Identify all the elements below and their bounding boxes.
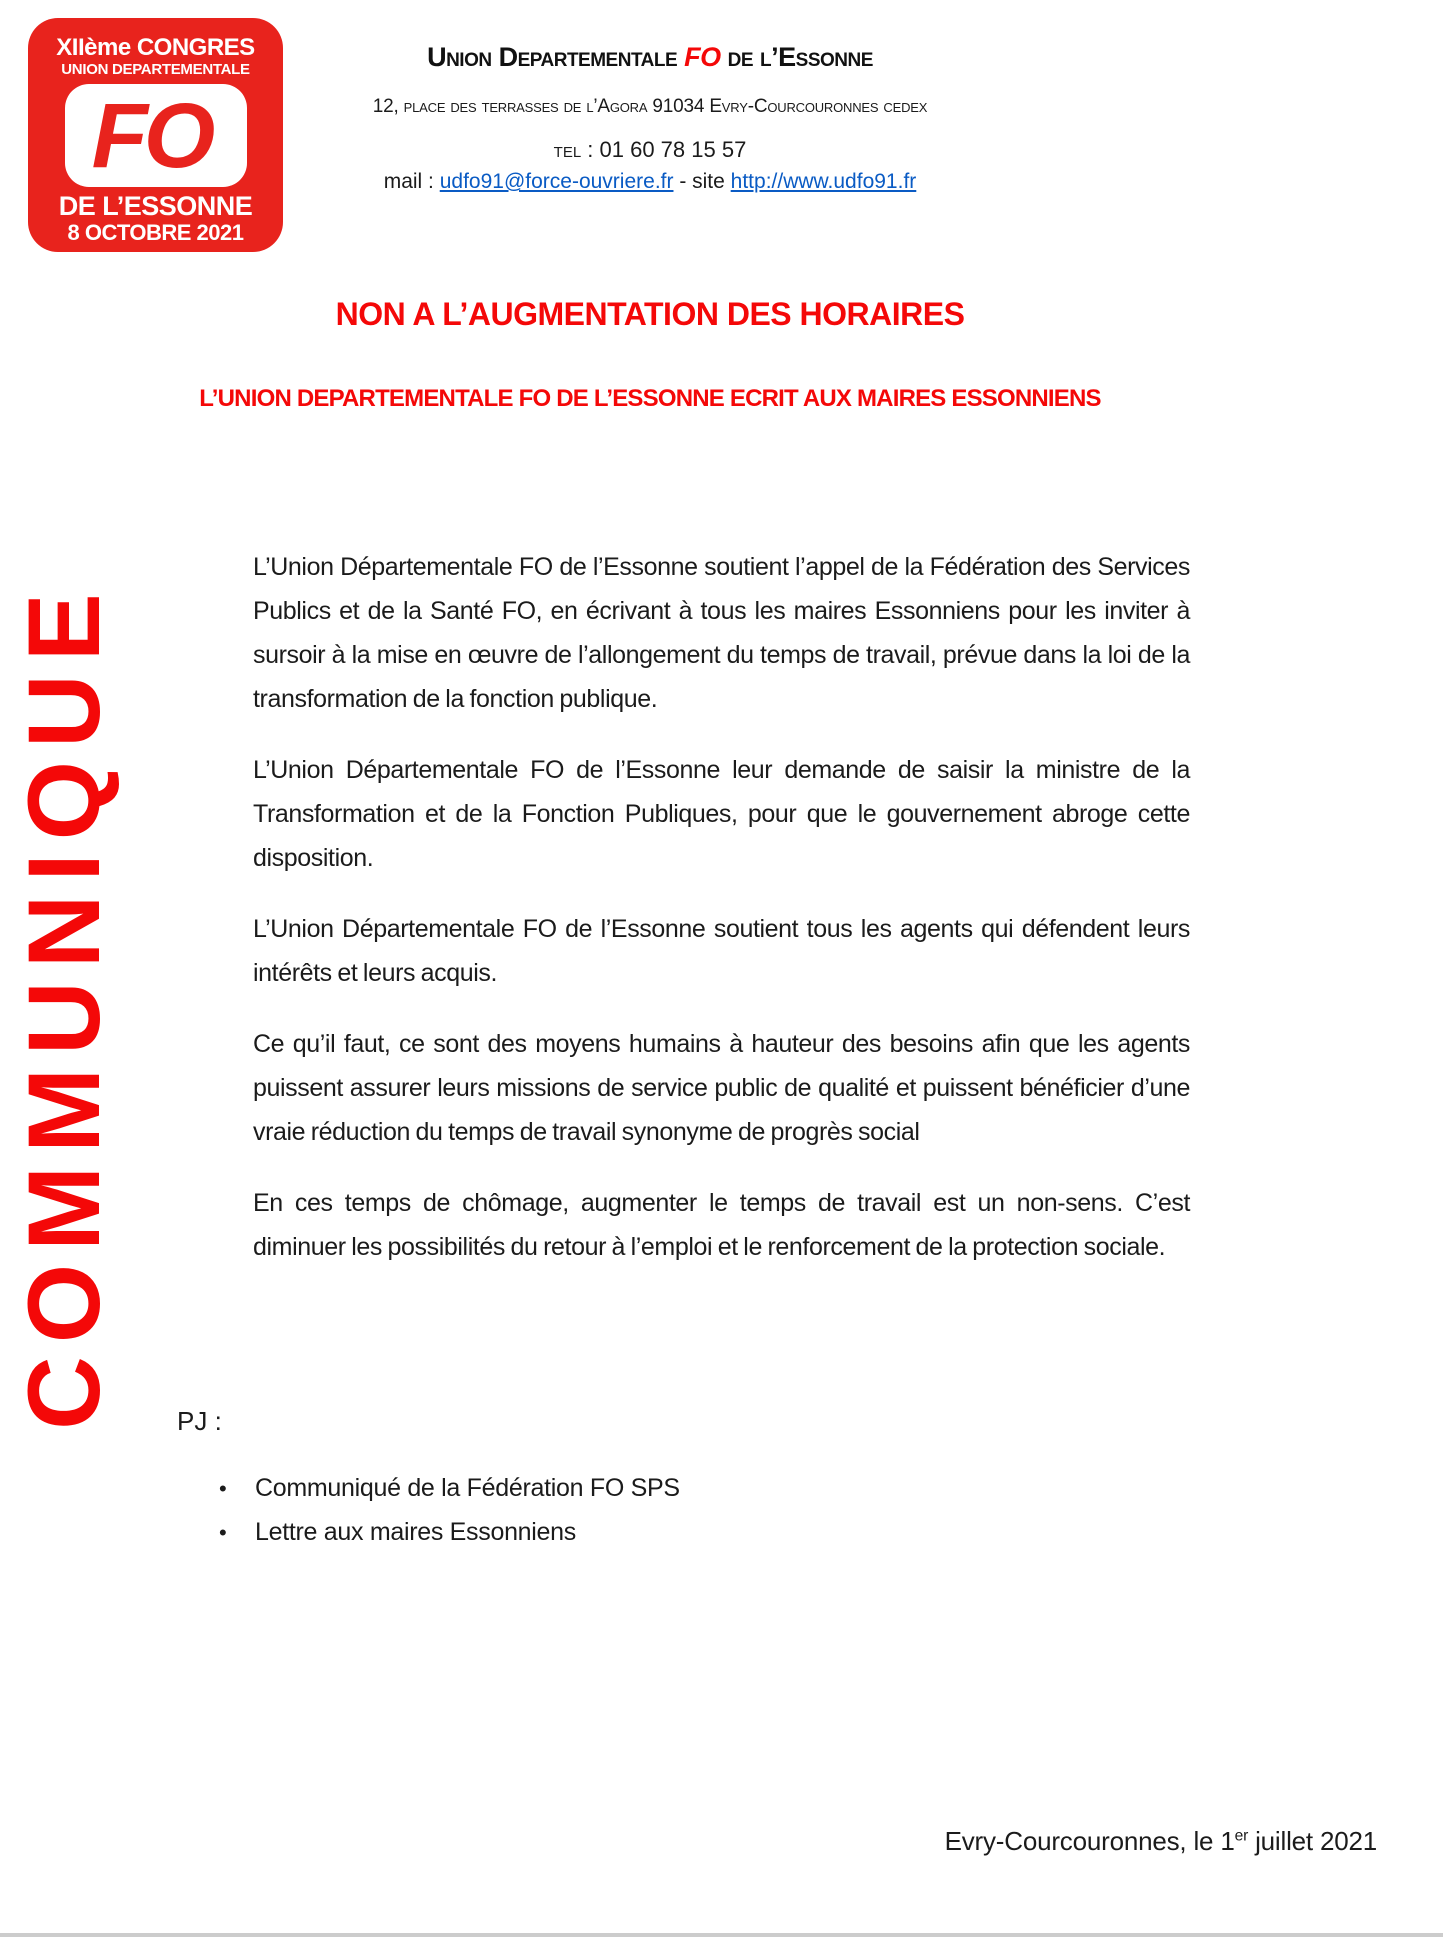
place-date-post: juillet 2021 <box>1248 1826 1377 1856</box>
paragraph: En ces temps de chômage, augmenter le temps de travail est un non-sens. C’est diminuer les possibilités du retour à l’emploi et le renforcement de la protection sociale. <box>253 1189 1190 1261</box>
place-date <box>945 1826 1377 1857</box>
communique-vertical-label: COMMUNIQUE <box>7 580 121 1430</box>
paragraph: L’Union Départementale FO de l’Essonne soutient tous les agents qui défendent leurs intérêts et leurs acquis. <box>253 915 1190 987</box>
org-contact-line <box>60 170 1240 194</box>
email-link[interactable]: udfo91@force-ouvriere.fr <box>439 170 674 193</box>
attachments-label: PJ : <box>177 1406 222 1436</box>
place-date-pre: Evry-Courcouronnes, le 1 <box>944 1826 1235 1856</box>
list-item <box>219 1514 680 1558</box>
website-link[interactable]: http://www.udfo91.fr <box>730 170 917 193</box>
paragraph: L’Union Départementale FO de l’Essonne leur demande de saisir la ministre de la Transformation et de la Fonction Publiques, pour que le gouvernement abroge cette disposition. <box>253 756 1190 872</box>
attachments-list <box>219 1470 680 1558</box>
site-separator: - site <box>673 170 731 193</box>
date-ordinal-sup: er <box>1234 1827 1249 1845</box>
org-tel: tel : 01 60 78 15 57 <box>553 137 747 162</box>
paragraph: L’Union Départementale FO de l’Essonne soutient l’appel de la Fédération des Services Publics et de la Santé FO, en écrivant à tous les maires Essonniens pour les inviter à sursoir à la mise en œuvre de l’allongement du temps de travail, prévue dans la loi de la transformation de la fonction publique. <box>253 553 1190 713</box>
bullet-icon: • <box>219 1520 227 1545</box>
org-title-pre: Union Departementale <box>427 42 685 72</box>
mail-label: mail : <box>383 170 440 193</box>
org-title-post: de l’Essonne <box>720 42 873 72</box>
body-text <box>253 545 1190 1296</box>
list-item <box>219 1470 680 1514</box>
page-bottom-edge <box>0 1933 1443 1937</box>
logo-congress-text: XIIème CONGRES <box>56 34 255 61</box>
attachment-name: Communiqué de la Fédération FO SPS <box>255 1474 680 1502</box>
sub-heading: L’UNION DEPARTEMENTALE FO DE L’ESSONNE ECRIT AUX MAIRES ESSONNIENS <box>199 385 1101 412</box>
main-heading: NON A L’AUGMENTATION DES HORAIRES <box>335 296 965 332</box>
attachment-name: Lettre aux maires Essonniens <box>255 1518 576 1546</box>
logo-region-text: DE L’ESSONNE <box>58 191 253 221</box>
fo-emblem-text: FO <box>91 84 212 187</box>
bullet-icon: • <box>219 1476 227 1501</box>
logo-org-text: UNION DEPARTEMENTALE <box>61 61 250 78</box>
org-title <box>60 42 1240 73</box>
org-address: 12, place des terrasses de l’Agora 91034 Evry-Courcouronnes cedex <box>372 96 928 117</box>
org-title-fo: FO <box>684 42 721 72</box>
logo-date-text: 8 OCTOBRE 2021 <box>67 220 244 245</box>
paragraph: Ce qu’il faut, ce sont des moyens humains à hauteur des besoins afin que les agents puissent assurer leurs missions de service public de qualité et puissent bénéficier d’une vraie réduction du temps de travail synonyme de progrès social <box>253 1030 1190 1146</box>
